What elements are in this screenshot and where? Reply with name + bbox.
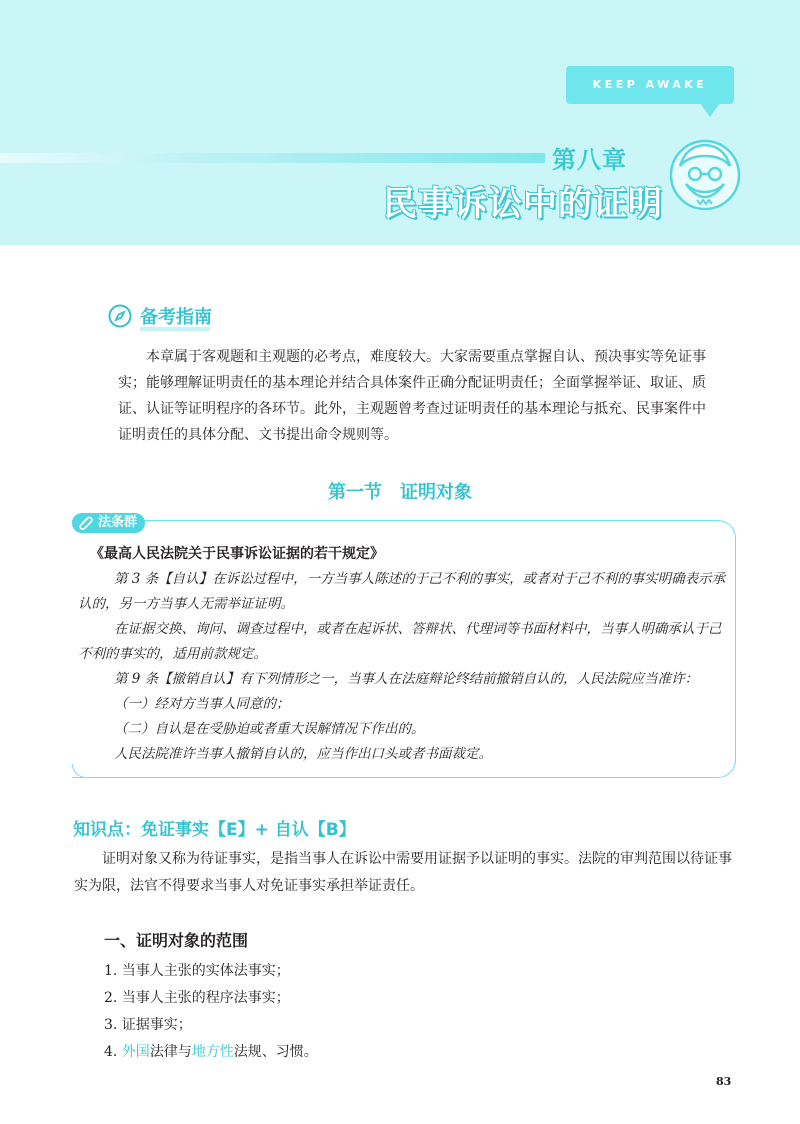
list-item-text: 法规、习惯。	[233, 1044, 318, 1060]
law-item: （二）自认是在受胁迫或者重大误解情况下作出的。	[114, 721, 425, 737]
list-item: 3. 证据事实；	[104, 1017, 192, 1033]
scope-list	[104, 958, 318, 1066]
knowledge-point-title: 知识点：免证事实【E】+ 自认【B】	[73, 820, 356, 840]
highlight-text: 地方性	[191, 1044, 234, 1060]
law-heading: 《最高人民法院关于民事诉讼证据的若干规定》	[90, 546, 384, 562]
guide-text	[118, 344, 712, 448]
scholar-mascot-icon	[666, 136, 744, 218]
law-content	[78, 542, 728, 767]
law-paragraph: 人民法院准许当事人撤销自认的，应当作出口头或者书面裁定。	[114, 746, 492, 762]
law-item: （一）经对方当事人同意的；	[114, 696, 290, 712]
page-number: 83	[716, 1075, 732, 1088]
compass-icon	[108, 304, 132, 328]
list-item-prefix: 4.	[104, 1044, 122, 1060]
list-item-text: 法律与	[149, 1044, 192, 1060]
chapter-number: 第八章	[552, 146, 627, 174]
title-gradient-line	[0, 153, 545, 163]
paperclip-icon	[76, 515, 94, 531]
guide-paragraph: 本章属于客观题和主观题的必考点，难度较大。大家需要重点掌握自认、预决事实等免证事实；能够理解证明责任的基本理论并结合具体案件正确分配证明责任；全面掌握举证、取证、质证、认证等证明程序的各环节。此外，主观题曾考查过证明责任的基本理论与抵充、民事案件中证明责任的具体分配、文书提出命令规则等。	[118, 349, 706, 443]
guide-title: 备考指南	[140, 307, 212, 328]
list-item	[104, 1039, 318, 1066]
keep-awake-tag: KEEP AWAKE	[566, 66, 734, 104]
law-tag: 法条群	[72, 513, 145, 533]
knowledge-paragraph: 证明对象又称为待证事实，是指当事人在诉讼中需要用证据予以证明的事实。法院的审判范围以待证事实为限，法官不得要求当事人对免证事实承担举证责任。	[74, 851, 732, 894]
law-paragraph: 第 9 条【撤销自认】有下列情形之一，当事人在法庭辩论终结前撤销自认的，人民法院应当准许：	[114, 671, 699, 687]
highlight-text: 外国	[121, 1044, 150, 1060]
law-paragraph: 在证据交换、询问、调查过程中，或者在起诉状、答辩状、代理词等书面材料中，当事人明确承认于己不利的事实的，适用前款规定。	[78, 621, 722, 662]
knowledge-point-text	[74, 846, 734, 900]
section-title: 第一节 证明对象	[328, 482, 472, 503]
keep-awake-tag-tail	[700, 103, 720, 117]
chapter-title: 民事诉讼中的证明	[383, 184, 663, 224]
list-item: 1. 当事人主张的实体法事实；	[104, 963, 290, 979]
subsection-title: 一、证明对象的范围	[104, 931, 249, 950]
list-item: 2. 当事人主张的程序法事实；	[104, 990, 290, 1006]
law-paragraph: 第 3 条【自认】在诉讼过程中，一方当事人陈述的于己不利的事实，或者对于己不利的事实明确表示承认的，另一方当事人无需举证证明。	[78, 571, 726, 612]
